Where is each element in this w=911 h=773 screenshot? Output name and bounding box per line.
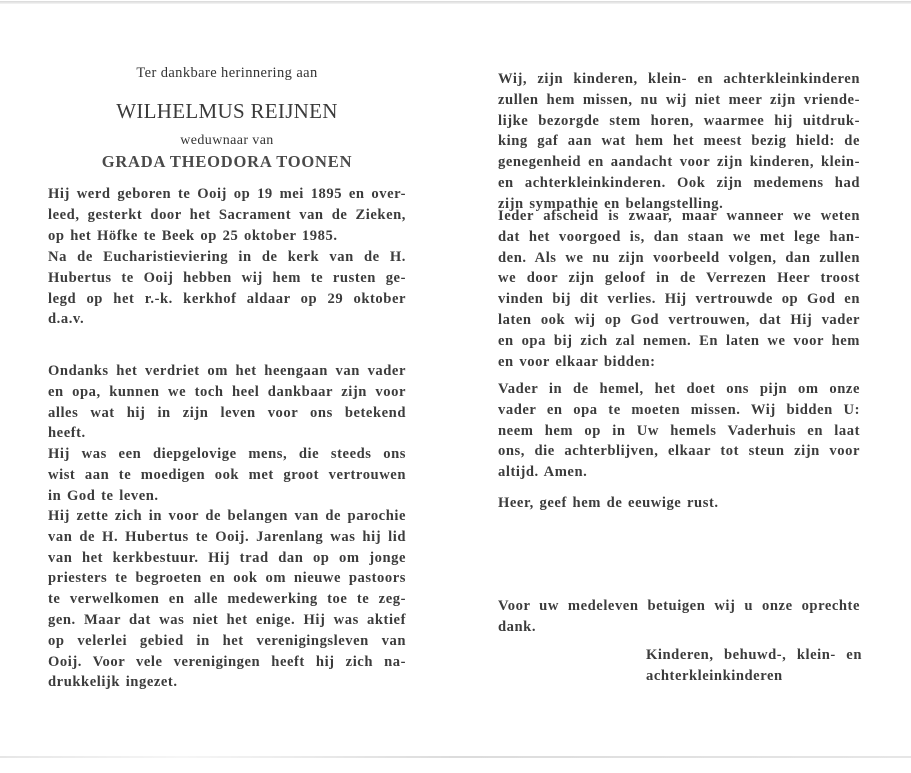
text-line: lijke bezorgde stem horen, waarmee hij uitdruk- bbox=[498, 112, 860, 129]
text-line: Heer, geef hem de eeuwige rust. bbox=[498, 495, 719, 511]
thanks-paragraph bbox=[498, 596, 860, 638]
text-line: in God te leven. bbox=[48, 487, 159, 504]
text-line: priesters te begroeten en ook om nieuwe pastoors bbox=[48, 570, 406, 587]
text-line: Hij werd geboren te Ooij op 19 mei 1895 en over- bbox=[48, 186, 406, 202]
text-line: Ieder afscheid is zwaar, maar wanneer we weten bbox=[498, 208, 860, 224]
text-line: zijn sympathie en belangstelling. bbox=[498, 195, 724, 212]
funeral-paragraph bbox=[48, 247, 406, 330]
relation-label: weduwnaar van bbox=[180, 133, 274, 148]
text-line: Wij, zijn kinderen, klein- en achterkleinkinderen bbox=[498, 71, 860, 87]
text-line: gen. Maar dat was niet het enige. Hij was aktief bbox=[48, 611, 406, 628]
prayer-paragraph bbox=[498, 379, 860, 483]
text-line: Kinderen, behuwd-, klein- en bbox=[646, 647, 862, 663]
farewell-paragraph bbox=[498, 206, 860, 372]
text-line: Hubertus te Ooij hebben wij hem te rusten ge- bbox=[48, 269, 406, 286]
spouse-name: GRADA THEODORA TOONEN bbox=[101, 152, 353, 171]
text-line: dat het voorgoed is, dan staan we met lege han- bbox=[498, 228, 860, 245]
text-line: en opa, kunnen we toch heel dankbaar zijn voor bbox=[48, 383, 406, 400]
rest-line bbox=[498, 493, 860, 514]
text-line: alles wat hij in zijn leven voor ons betekend bbox=[48, 404, 406, 421]
memorial-intro: Ter dankbare herinnering aan bbox=[136, 65, 318, 81]
text-line: op het Höfke te Beek op 25 oktober 1985. bbox=[48, 227, 338, 244]
text-line: ons, die achterblijven, elkaar tot steun zijn voor bbox=[498, 443, 860, 460]
text-line: dank. bbox=[498, 618, 537, 635]
text-line: we door zijn geloof in de Verrezen Heer troost bbox=[498, 270, 860, 287]
text-line: vinden bij dit verlies. Hij vertrouwde op God en bbox=[498, 291, 860, 308]
text-line: en voor elkaar bidden: bbox=[498, 353, 656, 370]
text-line: altijd. Amen. bbox=[498, 464, 588, 481]
text-line: achterkleinkinderen bbox=[646, 668, 783, 684]
deceased-name: WILHELMUS REIJNEN bbox=[116, 99, 338, 123]
text-line: Ondanks het verdriet om het heengaan van vader bbox=[48, 363, 406, 379]
text-line: Hij was een diepgelovige mens, die steeds ons bbox=[48, 446, 406, 462]
text-line: genegenheid en aandacht voor zijn kinderen, klein- bbox=[498, 154, 860, 171]
parish-paragraph bbox=[48, 506, 406, 693]
text-line: vader en opa te moeten missen. Wij bidden U: bbox=[498, 401, 860, 418]
text-line: van het kerkbestuur. Hij trad dan op om jonge bbox=[48, 549, 406, 566]
text-line: Vader in de hemel, het doet ons pijn om onze bbox=[498, 381, 860, 397]
text-line: Hij zette zich in voor de belangen van de parochie bbox=[48, 508, 406, 524]
text-line: Ooij. Voor vele verenigingen heeft hij zich na- bbox=[48, 653, 406, 670]
text-line: laten ook wij op God vertrouwen, dat Hij vader bbox=[498, 311, 860, 328]
faith-paragraph bbox=[48, 444, 406, 506]
text-line: van de H. Hubertus te Ooij. Jarenlang was hij lid bbox=[48, 528, 406, 545]
gratitude-paragraph bbox=[48, 361, 406, 444]
text-line: d.a.v. bbox=[48, 311, 85, 328]
text-line: op velerlei gebied in het verenigingsleven van bbox=[48, 632, 406, 649]
text-line: heeft. bbox=[48, 425, 86, 442]
text-line: Na de Eucharistieviering in de kerk van de H. bbox=[48, 249, 406, 265]
text-line: neem hem op in Uw hemels Vaderhuis en laat bbox=[498, 422, 860, 439]
text-line: Voor uw medeleven betuigen wij u onze oprechte bbox=[498, 598, 860, 614]
text-line: wist aan te moedigen ook met groot vertrouwen bbox=[48, 466, 406, 483]
birth-death-paragraph bbox=[48, 184, 406, 246]
card-top-edge bbox=[0, 1, 911, 4]
text-line: leed, gesterkt door het Sacrament van de Zieken, bbox=[48, 206, 406, 223]
text-line: legd op het r.-k. kerkhof aldaar op 29 oktober bbox=[48, 290, 406, 307]
text-line: king gaf aan wat hem het meest bezig hield: de bbox=[498, 133, 860, 150]
missing-paragraph bbox=[498, 69, 860, 215]
text-line: en achterkleinkinderen. Ook zijn medemens had bbox=[498, 174, 860, 191]
text-line: drukkelijk ingezet. bbox=[48, 674, 178, 691]
text-line: te verwelkomen en alle medewerking toe te zeg- bbox=[48, 591, 406, 608]
text-line: zullen hem missen, nu wij niet meer zijn vriende- bbox=[498, 91, 860, 108]
family-signature bbox=[646, 645, 862, 687]
text-line: en opa bij zich zal nemen. En laten we voor hem bbox=[498, 332, 860, 349]
card-bottom-edge bbox=[0, 756, 911, 758]
text-line: den. Als we nu zijn voorbeeld volgen, dan zullen bbox=[498, 249, 860, 266]
